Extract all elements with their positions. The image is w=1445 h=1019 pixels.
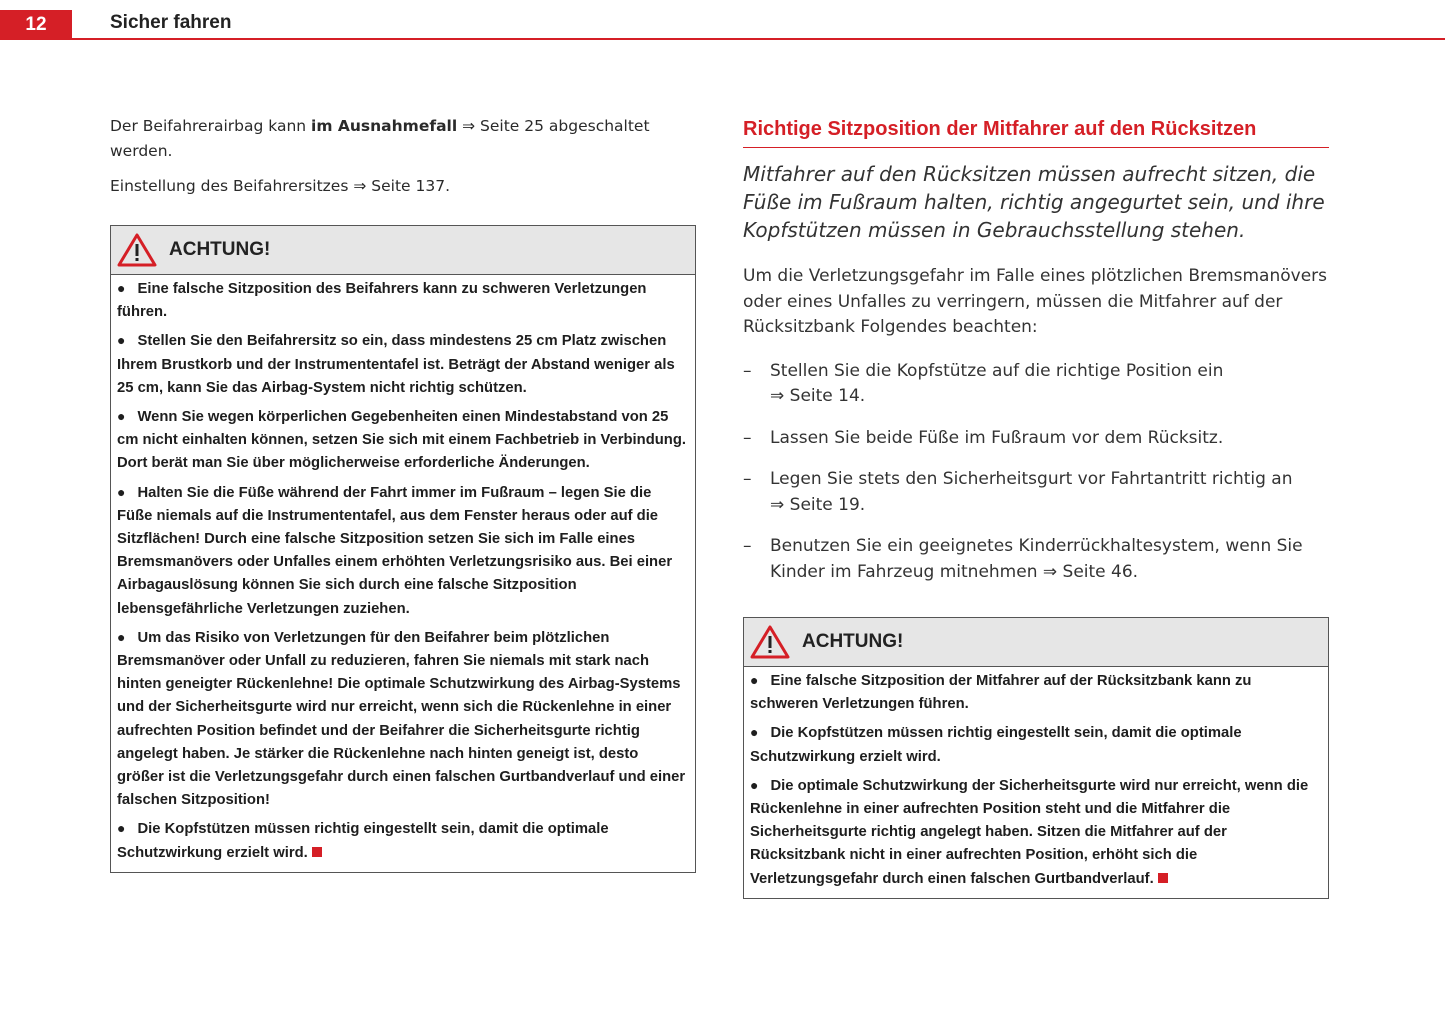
page-number: 12 — [0, 10, 72, 40]
warning-text: Eine falsche Sitzposition des Beifahrers kann zu schweren Verletzungen führen. — [117, 281, 647, 321]
warning-text: Wenn Sie wegen körperlichen Gegebenheiten einen Mindestabstand von 25 cm nicht einhalten können, setzen Sie sich mit einem Fachbetrieb in Verbindung. Dort berät man Sie über möglicherweise erforderliche Änderungen. — [117, 409, 686, 472]
airbag-note — [110, 114, 696, 164]
warning-item — [750, 774, 1322, 891]
page-ref-link[interactable]: Seite 25 abgeschaltet werden. — [110, 117, 650, 160]
left-column — [110, 114, 696, 873]
seat-adjust-note — [110, 174, 696, 199]
bullet-icon: ● — [117, 628, 126, 645]
list-text: Lassen Sie beide Füße im Fußraum vor dem Rücksitz. — [770, 427, 1224, 448]
warning-item — [117, 329, 689, 400]
warning-title: ACHTUNG! — [802, 631, 904, 652]
list-text: Legen Sie stets den Sicherheitsgurt vor Fahrtantritt richtig an — [770, 469, 1293, 489]
end-square-icon — [312, 847, 322, 857]
list-item — [743, 426, 1329, 452]
list-text: Benutzen Sie ein geeignetes Kinderrückhaltesystem, wenn Sie Kinder im Fahrzeug mitnehmen — [770, 536, 1303, 582]
warning-header — [111, 226, 695, 275]
list-item — [743, 534, 1329, 585]
warning-text: Um das Risiko von Verletzungen für den Beifahrer beim plötzlichen Bremsmanöver oder Unfall zu reduzieren, fahren Sie niemals mit stark nach hinten geneigter Rückenlehne! Die optimale Schutzwirkung des Airbag-Systems und der Sicherheitsgurte wird nur erreicht, wenn sich die Rückenlehne in einer aufrechten Position befindet und der Beifahrer die Sicherheitsgurte richtig angelegt haben. Je stärker die Rückenlehne nach hinten geneigt ist, desto größer ist die Verletzungsgefahr durch einen falschen Gurtbandverlauf und einer falschen Sitzposition! — [117, 629, 686, 809]
body-paragraph: Um die Verletzungsgefahr im Falle eines plötzlichen Bremsmanövers oder eines Unfalles zu verringern, müssen die Mitfahrer auf der Rücksitzbank Folgendes beachten: — [743, 266, 1328, 337]
warning-text: Eine falsche Sitzposition der Mitfahrer auf der Rücksitzbank kann zu schweren Verletzungen führen. — [750, 673, 1252, 713]
warning-item — [117, 405, 689, 476]
page-ref-link[interactable]: Seite 137. — [366, 177, 451, 195]
bullet-icon: ● — [117, 280, 126, 296]
bullet-icon: ● — [117, 408, 126, 425]
warning-item — [750, 721, 1322, 768]
list-item — [743, 359, 1329, 410]
page-header — [0, 0, 1445, 40]
warning-body — [111, 275, 695, 872]
bullet-icon: ● — [750, 724, 759, 741]
text: Einstellung des Beifahrersitzes — [110, 177, 354, 195]
bullet-icon: ● — [117, 332, 126, 349]
warning-item — [750, 669, 1322, 716]
warning-text: Die Kopfstützen müssen richtig eingestellt sein, damit die optimale Schutzwirkung erzielt wird. — [750, 725, 1242, 765]
dash-icon: – — [743, 427, 752, 448]
warning-body — [744, 667, 1328, 898]
page-ref-link[interactable]: ⇒ Seite 19. — [770, 494, 866, 515]
section-title: Richtige Sitzposition der Mitfahrer auf den Rücksitzen — [743, 118, 1329, 148]
warning-text: Die Kopfstützen müssen richtig eingestellt sein, damit die optimale Schutzwirkung erzielt wird. — [117, 821, 609, 861]
dash-icon: – — [743, 469, 752, 489]
warning-triangle-icon — [750, 625, 790, 659]
emphasis: im Ausnahmefall — [311, 117, 458, 135]
arrow-right-icon: ⇒ — [353, 177, 367, 195]
bullet-icon: ● — [117, 820, 126, 837]
dash-icon: – — [743, 360, 752, 381]
warning-title: ACHTUNG! — [169, 239, 271, 260]
warning-text: Stellen Sie den Beifahrersitz so ein, dass mindestens 25 cm Platz zwischen Ihrem Brustkorb und der Instrumententafel ist. Beträgt der Abstand weniger als 25 cm, kann Sie das Airbag-System nicht richtig schützen. — [117, 333, 675, 396]
intro-paragraph: Mitfahrer auf den Rücksitzen müssen aufrecht sitzen, die Füße im Fußraum halten, richtig angegurtet sein, und ihre Kopfstützen müssen in Gebrauchsstellung stehen. — [743, 162, 1325, 242]
dash-icon: – — [743, 536, 752, 556]
text: Der Beifahrerairbag kann — [110, 117, 312, 135]
warning-item — [117, 817, 689, 864]
page-ref-link[interactable]: ⇒ Seite 14. — [770, 386, 866, 406]
warning-box-passenger — [110, 225, 696, 873]
right-column — [743, 114, 1329, 899]
warning-item — [117, 626, 689, 813]
bullet-icon: ● — [750, 776, 759, 793]
warning-text: Die optimale Schutzwirkung der Sicherheitsgurte wird nur erreicht, wenn die Rückenlehne in einer aufrechten Position steht und die Mitfahrer die Sicherheitsgurte richtig angelegt haben. Sitzen die Mitfahrer auf der Rücksitzbank nicht in einer aufrechten Position, erhöht sich die Verletzungsgefahr durch einen falschen Gurtbandverlauf. — [750, 777, 1309, 887]
end-square-icon — [1158, 873, 1168, 883]
bullet-icon: ● — [750, 672, 759, 688]
warning-triangle-icon — [117, 233, 157, 267]
header-rule — [72, 38, 1445, 40]
bullet-icon: ● — [117, 483, 126, 500]
warning-item — [117, 277, 689, 324]
list-item — [743, 467, 1329, 518]
chapter-title: Sicher fahren — [110, 12, 232, 33]
arrow-right-icon: ⇒ — [462, 117, 476, 135]
page-ref-link[interactable]: ⇒ Seite 46. — [1042, 561, 1139, 582]
rear-seat-instructions — [743, 359, 1329, 586]
warning-text: Halten Sie die Füße während der Fahrt immer im Fußraum – legen Sie die Füße niemals auf die Instrumententafel, aus dem Fenster heraus oder auf die Sitzflächen! Durch eine falsche Sitzposition setzen Sie sich im Falle eines Bremsmanövers oder Unfalles einem erhöhten Verletzungsrisiko aus. Bei einer Airbagauslösung können Sie sich durch eine falsche Sitzposition lebensgefährliche Verletzungen zuziehen. — [117, 484, 673, 617]
warning-box-rear — [743, 617, 1329, 899]
warning-header — [744, 618, 1328, 667]
warning-item — [117, 481, 689, 621]
list-text: Stellen Sie die Kopfstütze auf die richtige Position ein — [770, 360, 1224, 381]
